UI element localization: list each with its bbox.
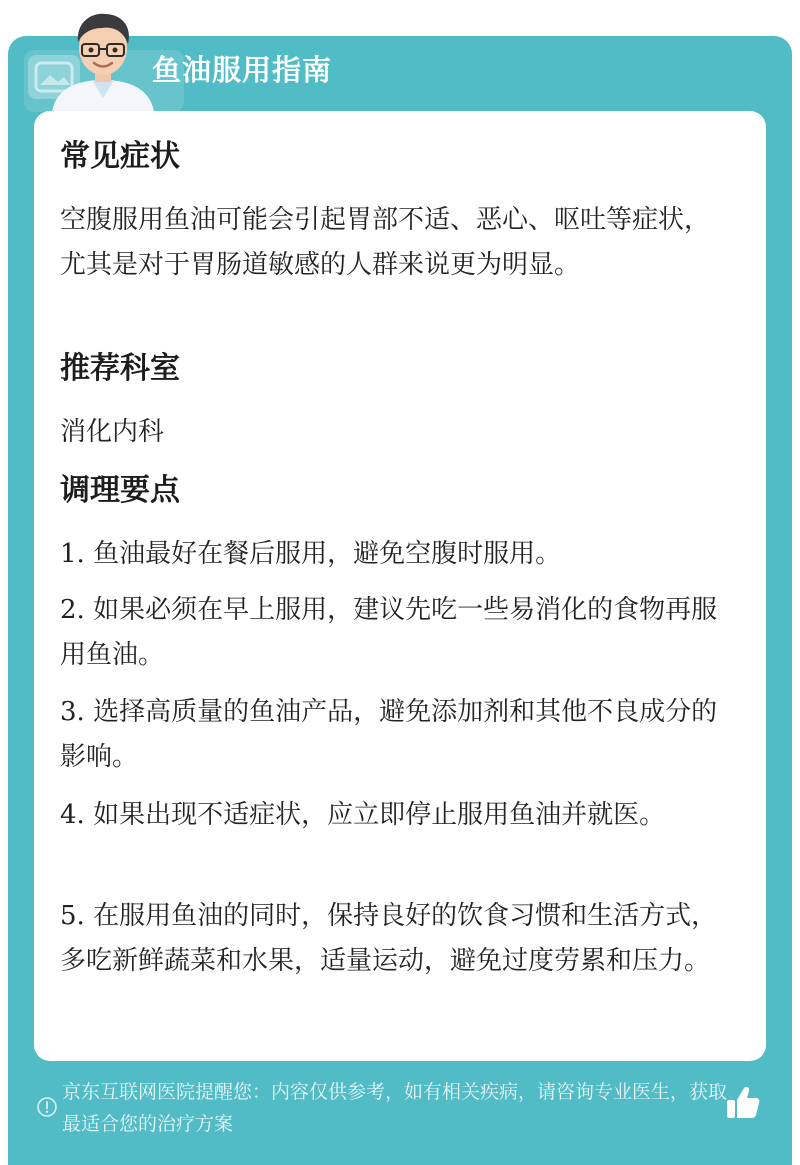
tips-heading: 调理要点 (60, 473, 180, 508)
tip-number: 4. (60, 800, 85, 830)
tip-text: 选择高质量的鱼油产品，避免添加剂和其他不良成分的影响。 (60, 697, 718, 772)
department-heading: 推荐科室 (60, 351, 180, 386)
tip-item (60, 588, 730, 678)
tip-number: 3. (60, 697, 85, 727)
tip-text: 在服用鱼油的同时，保持良好的饮食习惯和生活方式，多吃新鲜蔬菜和水果，适量运动，避免过度劳累和压力。 (60, 901, 718, 976)
page-title: 鱼油服用指南 (152, 53, 333, 87)
info-icon (36, 1096, 58, 1118)
tip-item (60, 532, 730, 577)
tip-number: 1. (60, 539, 85, 569)
thumbs-up-icon[interactable] (722, 1082, 764, 1124)
department-text: 消化内科 (60, 417, 165, 447)
tip-item (60, 894, 730, 984)
tip-number: 5. (60, 901, 85, 931)
symptoms-heading: 常见症状 (60, 139, 180, 174)
tip-item (60, 793, 730, 838)
content-card (34, 111, 766, 1061)
tip-text: 鱼油最好在餐后服用，避免空腹时服用。 (93, 539, 562, 569)
disclaimer-text: 京东互联网医院提醒您：内容仅供参考，如有相关疾病，请咨询专业医生，获取最适合您的治疗方案 (62, 1081, 728, 1135)
symptoms-text: 空腹服用鱼油可能会引起胃部不适、恶心、呕吐等症状，尤其是对于胃肠道敏感的人群来说更为明显。 (60, 205, 711, 280)
doctor-avatar (48, 6, 158, 112)
tip-text: 如果出现不适症状，应立即停止服用鱼油并就医。 (93, 800, 666, 830)
tip-text: 如果必须在早上服用，建议先吃一些易消化的食物再服用鱼油。 (60, 595, 718, 670)
tip-item (60, 690, 730, 780)
tip-number: 2. (60, 595, 85, 625)
